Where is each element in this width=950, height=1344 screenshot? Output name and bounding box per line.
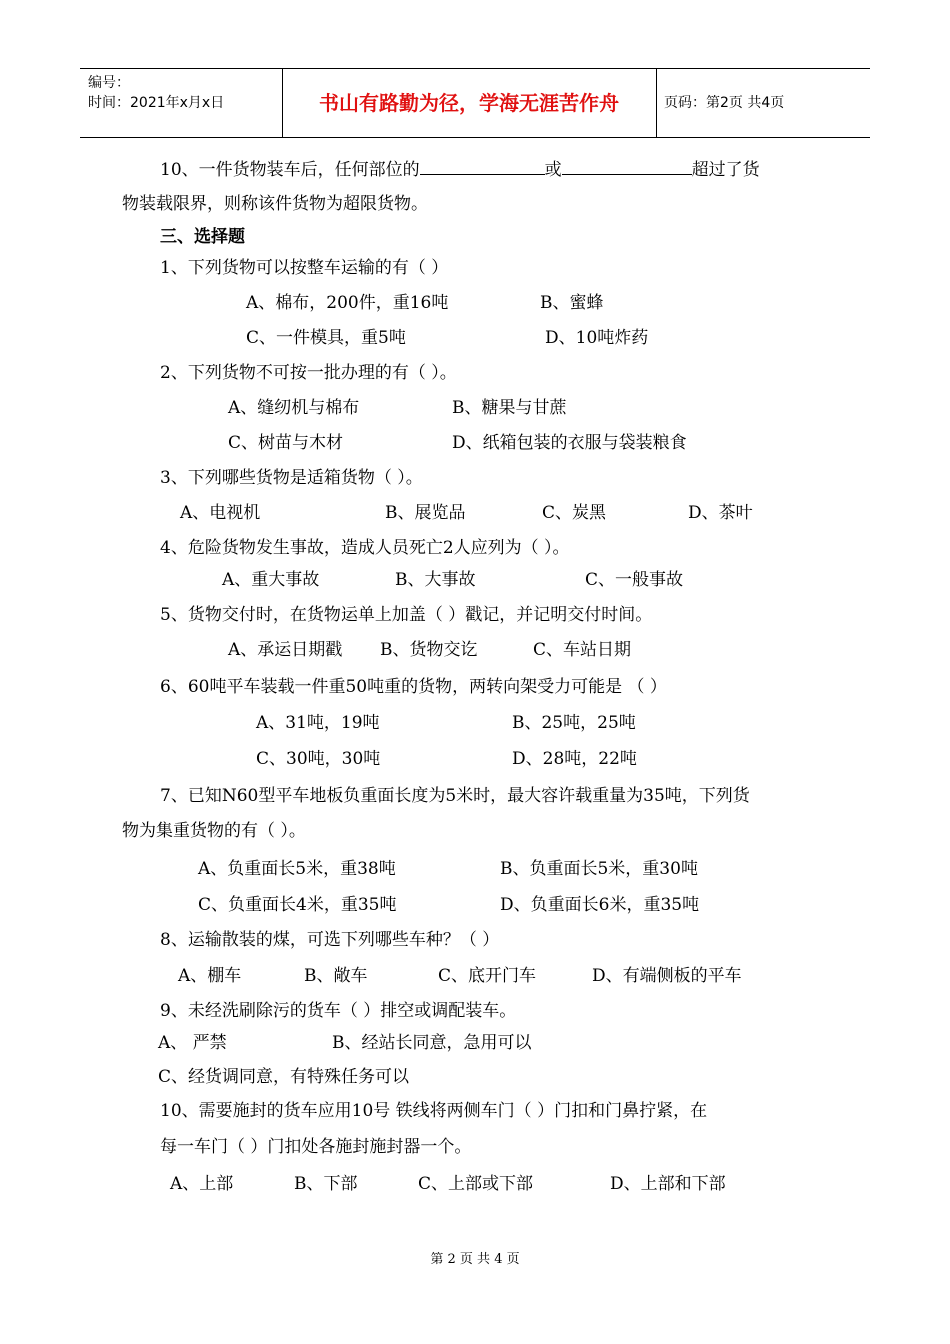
question-2: 2、下列货物不可按一批办理的有（ ）。 — [160, 363, 457, 383]
option-8c: C、底开门车 — [438, 966, 537, 986]
option-1c: C、一件模具，重5吨 — [246, 328, 406, 348]
page-footer: 第 2 页 共 4 页 — [430, 1252, 520, 1267]
option-3b: B、展览品 — [385, 503, 466, 523]
option-10a: A、上部 — [170, 1174, 234, 1194]
option-10d: D、上部和下部 — [610, 1174, 726, 1194]
option-6c: C、30吨，30吨 — [256, 749, 381, 769]
option-3c: C、炭黑 — [542, 503, 607, 523]
option-5b: B、货物交讫 — [380, 640, 478, 660]
option-2c: C、树苗与木材 — [228, 433, 344, 453]
question-7-line2: 物为集重货物的有（ ）。 — [122, 821, 306, 841]
option-3d: D、茶叶 — [688, 503, 753, 523]
option-7c: C、负重面长4米，重35吨 — [198, 895, 397, 915]
fill-q10-part3: 超过了货 — [691, 160, 760, 180]
fill-q10-line2: 物装载限界，则称该件货物为超限货物。 — [122, 194, 428, 214]
header-divider — [656, 69, 657, 137]
option-7a: A、负重面长5米，重38吨 — [198, 859, 396, 879]
option-8b: B、敞车 — [304, 966, 368, 986]
header-meta — [88, 73, 224, 113]
question-9: 9、未经洗刷除污的货车（ ）排空或调配装车。 — [160, 1001, 517, 1021]
option-6b: B、25吨，25吨 — [512, 713, 636, 733]
option-9b: B、经站长同意，急用可以 — [332, 1033, 532, 1053]
option-2b: B、糖果与甘蔗 — [452, 398, 567, 418]
option-4c: C、一般事故 — [585, 570, 684, 590]
option-2a: A、缝纫机与棉布 — [228, 398, 360, 418]
time-label: 时间：2021年x月x日 — [88, 95, 225, 111]
fill-question-10 — [160, 159, 760, 181]
option-1a: A、棉布，200件，重16吨 — [246, 293, 449, 313]
option-9c: C、经货调同意，有特殊任务可以 — [158, 1067, 410, 1087]
question-8: 8、运输散装的煤，可选下列哪些车种？（ ） — [160, 930, 500, 950]
option-5c: C、车站日期 — [533, 640, 632, 660]
page-header — [80, 68, 870, 138]
option-5a: A、承运日期戳 — [228, 640, 343, 660]
option-9a: A、 严禁 — [158, 1033, 227, 1053]
header-page-info: 页码：第2页 共4页 — [664, 95, 785, 111]
option-6a: A、31吨，19吨 — [256, 713, 380, 733]
option-2d: D、纸箱包装的衣服与袋装粮食 — [452, 433, 687, 453]
option-8d: D、有端侧板的平车 — [592, 966, 742, 986]
question-6: 6、60吨平车装载一件重50吨重的货物，两转向架受力可能是 （ ） — [160, 677, 667, 697]
option-4a: A、重大事故 — [222, 570, 320, 590]
option-3a: A、电视机 — [180, 503, 261, 523]
option-4b: B、大事故 — [395, 570, 476, 590]
question-4: 4、危险货物发生事故，造成人员死亡2人应列为（ ）。 — [160, 538, 570, 558]
header-motto: 书山有路勤为径，学海无涯苦作舟 — [319, 91, 619, 115]
option-8a: A、棚车 — [178, 966, 242, 986]
option-6d: D、28吨，22吨 — [512, 749, 637, 769]
option-1d: D、10吨炸药 — [545, 328, 649, 348]
option-1b: B、蜜蜂 — [540, 293, 604, 313]
option-10c: C、上部或下部 — [418, 1174, 534, 1194]
question-10: 10、需要施封的货车应用10号 铁线将两侧车门（ ）门扣和门鼻拧紧，在 — [160, 1101, 708, 1121]
question-3: 3、下列哪些货物是适箱货物（ ）。 — [160, 468, 423, 488]
fill-q10-part1: 10、一件货物装车后，任何部位的 — [160, 160, 420, 180]
question-5: 5、货物交付时，在货物运单上加盖（ ）戳记，并记明交付时间。 — [160, 605, 653, 625]
answer-blank — [420, 160, 545, 175]
answer-blank — [562, 160, 692, 175]
number-label: 编号： — [88, 75, 130, 91]
fill-q10-part2: 或 — [544, 160, 562, 180]
question-1: 1、下列货物可以按整车运输的有（ ） — [160, 258, 449, 278]
question-7: 7、已知N60型平车地板负重面长度为5米时，最大容许载重量为35吨，下列货 — [160, 786, 750, 806]
option-7b: B、负重面长5米，重30吨 — [500, 859, 698, 879]
section-title: 三、选择题 — [160, 227, 245, 247]
option-7d: D、负重面长6米，重35吨 — [500, 895, 700, 915]
option-10b: B、下部 — [294, 1174, 358, 1194]
question-10-line2: 每一车门（ ）门扣处各施封施封器一个。 — [160, 1137, 472, 1157]
